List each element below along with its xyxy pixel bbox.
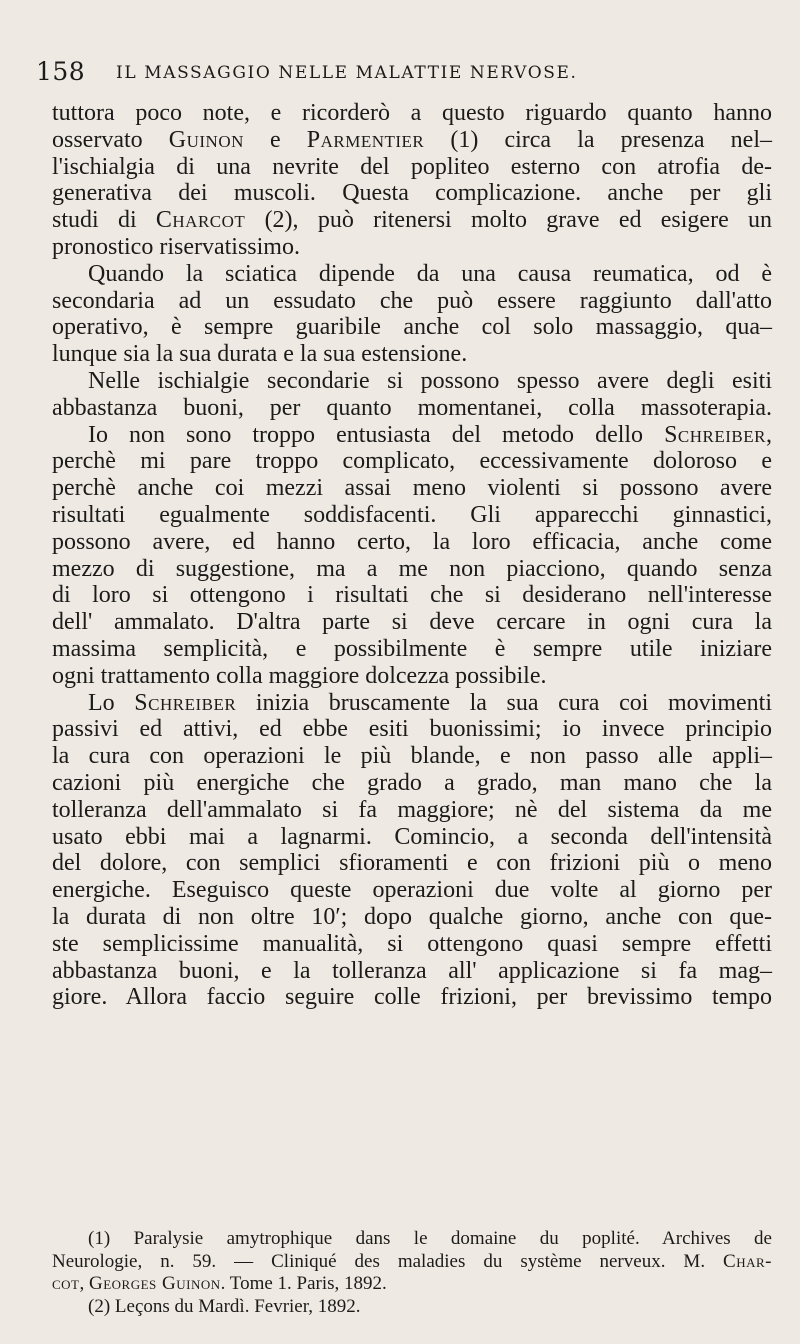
text-segment: lunque sia la sua durata e la sua estensione.: [52, 341, 468, 368]
author-name: Charcot: [155, 207, 246, 234]
text-segment: . Tome 1. Paris, 1892.: [220, 1273, 387, 1295]
text-segment: l'ischialgia di una nevrite del popliteo esterno con atrofia de-: [52, 153, 772, 180]
text-segment: ,: [766, 421, 772, 448]
text-segment: del dolore, con semplici sfioramenti e con frizioni più o meno: [52, 850, 772, 877]
text-segment: tuttora poco note, e ricorderò a questo riguardo quanto hanno: [52, 100, 772, 126]
text-segment: (2) Leçons du Mardì. Fevrier, 1892.: [88, 1295, 361, 1317]
text-segment: usato ebbi mai a lagnarmi. Comincio, a seconda dell'intensità: [52, 823, 772, 850]
text-segment: (1) Paralysie amytrophique dans le domaine du poplité. Archives de: [88, 1228, 772, 1249]
author-name: Schreiber: [664, 421, 766, 448]
text-line: [52, 797, 772, 824]
text-segment: generativa dei muscoli. Questa complicazione. anche per gli: [52, 180, 772, 207]
text-segment: Neurologie, n. 59. — Cliniqué des maladies du système nerveux. M.: [52, 1250, 724, 1272]
text-segment: dell' ammalato. D'altra parte si deve cercare in ogni cura la: [52, 609, 772, 636]
text-segment: Nelle ischialgie secondarie si possono spesso avere degli esiti: [88, 367, 772, 394]
text-line: [52, 368, 772, 395]
text-segment: operativo, è sempre guaribile anche col solo massaggio, qua–: [52, 314, 772, 341]
text-segment: osservato: [52, 126, 169, 153]
author-name: Parmentier: [306, 126, 425, 153]
text-line: [52, 261, 772, 288]
text-line: [52, 529, 772, 556]
text-segment: la durata di non oltre 10′; dopo qualche giorno, anche con que-: [52, 903, 772, 930]
text-segment: e: [243, 126, 307, 153]
text-segment: mezzo di suggestione, ma a me non piacciono, quando senza: [52, 555, 772, 582]
text-segment: abbastanza buoni, per quanto momentanei, colla massoterapia.: [52, 394, 772, 421]
text-line: [52, 690, 772, 717]
author-name: cot: [52, 1273, 80, 1295]
text-segment: inizia bruscamente la sua cura coi movimenti: [236, 689, 772, 716]
text-segment: perchè mi pare troppo complicato, eccessivamente doloroso e: [52, 448, 772, 475]
text-line: [52, 931, 772, 958]
footnotes: [52, 1228, 772, 1318]
text-segment: ogni trattamento colla maggiore dolcezza possibile.: [52, 662, 547, 689]
body-text: [52, 100, 772, 1011]
text-segment: tolleranza dell'ammalato si fa maggiore; nè del sistema da me: [52, 796, 772, 823]
text-segment: Lo: [88, 689, 135, 716]
text-line: [52, 636, 772, 663]
text-line: [52, 904, 772, 931]
footnote-line: [52, 1296, 772, 1319]
text-line: [52, 154, 772, 181]
text-line: [52, 716, 772, 743]
text-line: [52, 824, 772, 851]
page-header: [36, 57, 716, 91]
author-name: Georges Guinon: [89, 1273, 221, 1295]
text-line: [52, 207, 772, 234]
text-line: [52, 663, 772, 690]
text-segment: di loro si ottengono i risultati che si desiderano nell'interesse: [52, 582, 772, 609]
text-segment: ste semplicissime manualità, si ottengono quasi sempre effetti: [52, 930, 772, 957]
text-line: [52, 582, 772, 609]
text-line: [52, 100, 772, 127]
running-head: IL MASSAGGIO NELLE MALATTIE NERVOSE.: [116, 63, 578, 83]
text-line: [52, 502, 772, 529]
author-name: Schreiber: [134, 689, 237, 716]
footnote-line: [52, 1251, 772, 1274]
text-line: [52, 609, 772, 636]
text-line: [52, 448, 772, 475]
author-name: Guinon: [168, 126, 244, 153]
text-line: [52, 958, 772, 985]
text-line: [52, 770, 772, 797]
page-number: 158: [36, 57, 86, 86]
text-line: [52, 395, 772, 422]
text-line: [52, 850, 772, 877]
text-line: [52, 984, 772, 1011]
text-segment: giore. Allora faccio seguire colle frizioni, per brevissimo tempo: [52, 984, 772, 1011]
text-line: [52, 556, 772, 583]
text-segment: (2), può ritenersi molto grave ed esigere un: [245, 207, 772, 234]
text-segment: massima semplicità, e possibilmente è sempre utile iniziare: [52, 635, 772, 662]
text-segment: cazioni più energiche che grado a grado, man mano che la: [52, 769, 772, 796]
text-segment: possono avere, ed hanno certo, la loro efficacia, anche come: [52, 528, 772, 555]
text-segment: la cura con operazioni le più blande, e non passo alle appli–: [52, 743, 772, 770]
footnote-line: [52, 1273, 772, 1296]
text-line: [52, 422, 772, 449]
text-segment: studi di: [52, 207, 156, 234]
text-segment: ,: [79, 1273, 89, 1295]
text-line: [52, 743, 772, 770]
text-line: [52, 180, 772, 207]
text-line: [52, 127, 772, 154]
text-line: [52, 314, 772, 341]
text-segment: Quando la sciatica dipende da una causa reumatica, od è: [88, 260, 772, 287]
text-line: [52, 475, 772, 502]
text-segment: (1) circa la presenza nel–: [424, 126, 772, 153]
text-segment: Io non sono troppo entusiasta del metodo dello: [88, 421, 665, 448]
text-segment: risultati egualmente soddisfacenti. Gli apparecchi ginnastici,: [52, 501, 772, 528]
text-segment: abbastanza buoni, e la tolleranza all' applicazione si fa mag–: [52, 957, 772, 984]
author-name: Char-: [723, 1250, 772, 1272]
text-line: [52, 234, 772, 261]
text-line: [52, 877, 772, 904]
text-line: [52, 341, 772, 368]
text-segment: perchè anche coi mezzi assai meno violenti si possono avere: [52, 475, 772, 502]
text-segment: pronostico riservatissimo.: [52, 233, 300, 260]
text-line: [52, 288, 772, 315]
text-segment: secondaria ad un essudato che può essere raggiunto dall'atto: [52, 287, 772, 314]
text-segment: passivi ed attivi, ed ebbe esiti buonissimi; io invece principio: [52, 716, 772, 743]
text-segment: energiche. Eseguisco queste operazioni due volte al giorno per: [52, 877, 772, 904]
footnote-line: [52, 1228, 772, 1251]
